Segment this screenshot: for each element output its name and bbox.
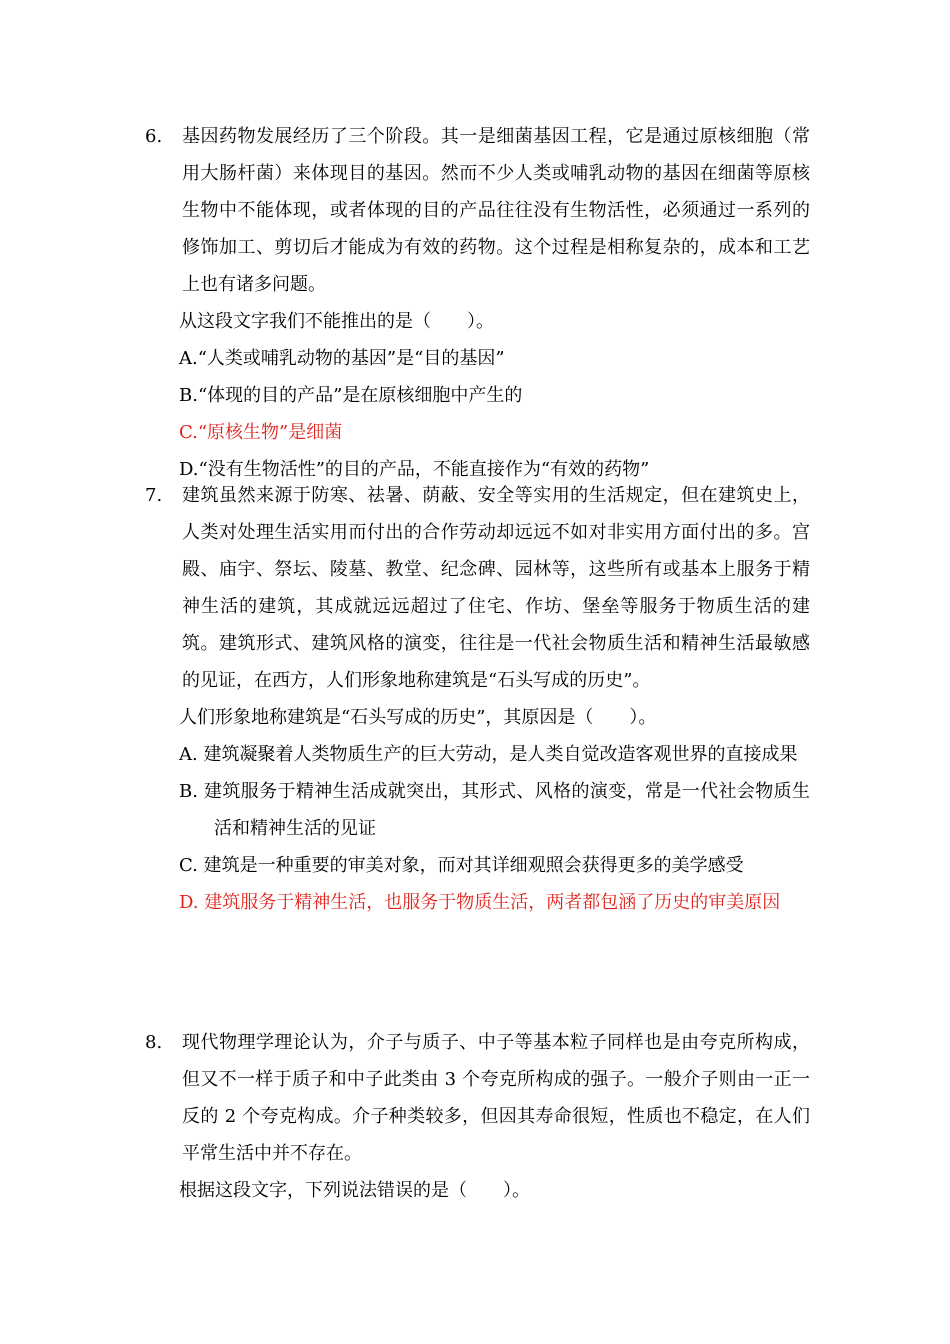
option-c-answer: C.“原核生物”是细菌 [179, 422, 343, 443]
option-a: A. 建筑凝聚着人类物质生产的巨大劳动，是人类自觉改造客观世界的直接成果 [179, 744, 798, 765]
question-stem: 现代物理学理论认为，介子与质子、中子等基本粒子同样也是由夸克所构成，但又不一样于质子和中子此类由 3 个夸克所构成的强子。一般介子则由一正一反的 2 个夸克构成。介子种类较多，但因其寿命很短，性质也不稳定，在人们平常生活中并不存在。 [182, 1032, 810, 1164]
option-c: C. 建筑是一种重要的审美对象，而对其详细观照会获得更多的美学感受 [179, 855, 744, 876]
option-d: D.“没有生物活性”的目的产品，不能直接作为“有效的药物” [179, 459, 650, 480]
question-6 [145, 118, 810, 488]
question-prompt: 从这段文字我们不能推出的是（ ）。 [179, 311, 494, 332]
option-b: B.“体现的目的产品”是在原核细胞中产生的 [179, 385, 523, 406]
question-stem: 基因药物发展经历了三个阶段。其一是细菌基因工程，它是通过原核细胞（常用大肠杆菌）来体现目的基因。然而不少人类或哺乳动物的基因在细菌等原核生物中不能体现，或者体现的目的产品往往没有生物活性，必须通过一系列的修饰加工、剪切后才能成为有效的药物。这个过程是相称复杂的，成本和工艺上也有诸多问题。 [182, 126, 810, 295]
question-prompt: 人们形象地称建筑是“石头写成的历史”，其原因是（ ）。 [179, 707, 657, 728]
question-prompt: 根据这段文字，下列说法错误的是（ ）。 [179, 1180, 530, 1201]
question-7 [145, 477, 810, 921]
question-number: 7. [145, 485, 163, 506]
option-b: B. 建筑服务于精神生活成就突出，其形式、风格的演变，常是一代社会物质生活和精神生活的见证 [179, 781, 810, 839]
question-8 [145, 1024, 810, 1209]
question-number: 6. [145, 126, 163, 147]
option-d-answer: D. 建筑服务于精神生活，也服务于物质生活，两者都包涵了历史的审美原因 [179, 892, 781, 913]
question-number: 8. [145, 1032, 163, 1053]
option-a: A.“人类或哺乳动物的基因”是“目的基因” [179, 348, 505, 369]
question-stem: 建筑虽然来源于防寒、祛暑、荫蔽、安全等实用的生活规定，但在建筑史上，人类对处理生活实用而付出的合作劳动却远远不如对非实用方面付出的多。宫殿、庙宇、祭坛、陵墓、教堂、纪念碑、园林等，这些所有或基本上服务于精神生活的建筑，其成就远远超过了住宅、作坊、堡垒等服务于物质生活的建筑。建筑形式、建筑风格的演变，往往是一代社会物质生活和精神生活最敏感的见证，在西方，人们形象地称建筑是“石头写成的历史”。 [182, 485, 810, 691]
